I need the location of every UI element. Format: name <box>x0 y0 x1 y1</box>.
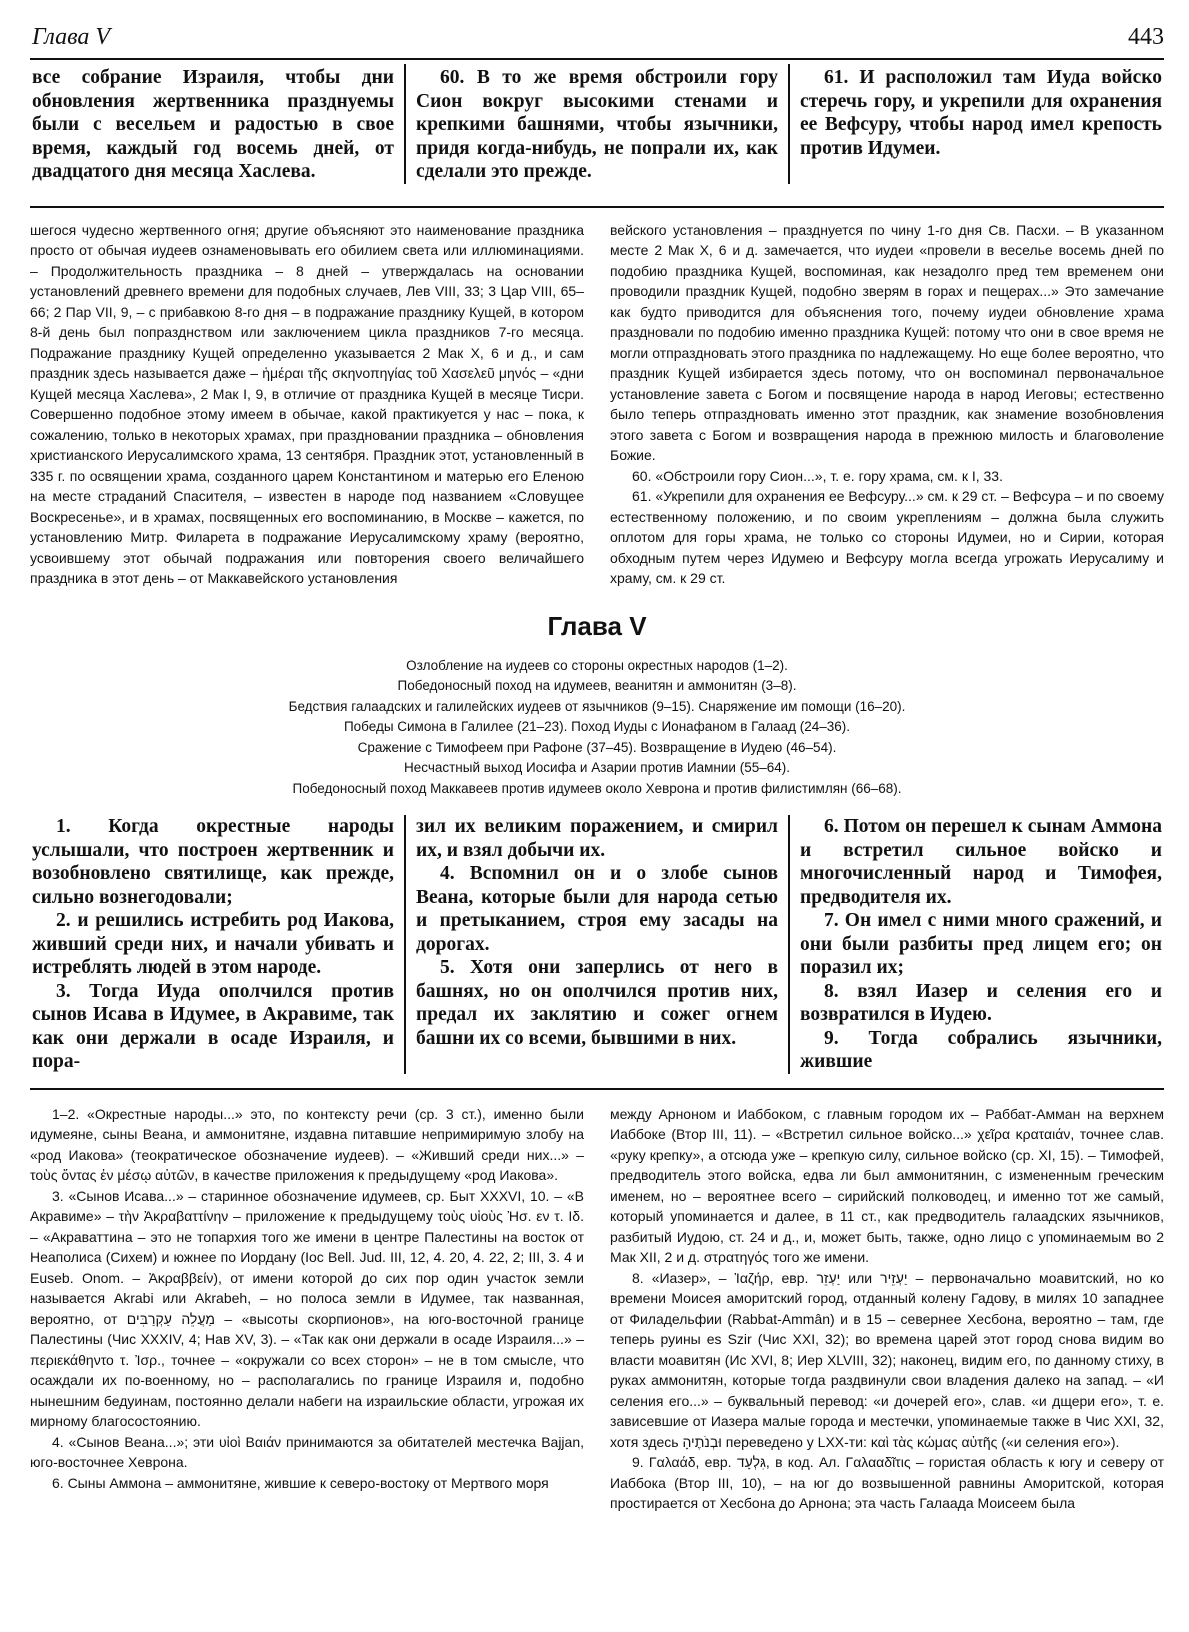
top-bible-text <box>30 64 1164 184</box>
commentary-paragraph: 4. «Сынов Веана...»; эти υἱοὶ Βαιάν принимаются за обитателей местечка Bajjan, юго-восточнее Хеврона. <box>30 1433 584 1470</box>
bible-column-3 <box>788 815 1164 1074</box>
commentary-paragraph: 60. «Обстроили гору Сион...», т. е. гору храма, см. к I, 33. <box>632 467 1003 484</box>
running-head-chapter: Глава V <box>32 24 111 50</box>
commentary-paragraph: 6. Сыны Аммона – аммонитяне, жившие к северо-востоку от Мертвого моря <box>52 1474 549 1491</box>
commentary-column-left <box>30 1104 584 1514</box>
summary-line: Победоносный поход Маккавеев против идумеев около Хеврона и против филистимлян (66–68). <box>292 780 902 796</box>
bible-column-1 <box>30 815 404 1074</box>
book-page <box>30 18 1164 1514</box>
verse-6: 6. Потом он перешел к сынам Аммона и встретил сильное войско и многочисленный народ и Тимофея, предводителя их. <box>800 816 1162 908</box>
summary-line: Несчастный выход Иосифа и Азарии против Иамнии (55–64). <box>403 760 791 775</box>
verse-3: 3. Тогда Иуда ополчился против сынов Исава в Идумее, в Акравиме, так как они держали в осаде Израиля, и пора- <box>32 980 394 1072</box>
commentary-paragraph: 1–2. «Окрестные народы...» это, по контексту речи (ср. 3 ст.), именно были идумеяне, сыны Веана, и аммонитяне, издавна питавшие непримиримую злобу на «род Иакова» (теократическое обозначение иудеев). – «Живший среди них...» – τοὺς ὄντας ἐν μέσῳ αὐτῶν, в качестве приложения к предыдущему «род Иакова». <box>30 1105 584 1183</box>
verse-7: 7. Он имел с ними много сражений, и они были разбиты пред лицем его; он поразил их; <box>800 910 1162 978</box>
summary-line: Победы Симона в Галилее (21–23). Поход Иуды с Ионафаном в Галаад (24–36). <box>343 719 851 734</box>
verse-1: 1. Когда окрестные народы услышали, что построен жертвенник и возобновлено святилище, как прежде, сильно вознегодовали; <box>32 816 394 908</box>
chapter-title: Глава V <box>547 610 647 641</box>
bottom-commentary <box>30 1104 1164 1514</box>
commentary-paragraph: 9. Γαλαάδ, евр. גִּלְעָד, в код. Ал. Γαλααδῖτις – гористая область к югу и северу от Иаббока (Втор III, 10), – на юг до возвышенной равнины Аморитской, которая простирается от Хесбона до Арнона; эта часть Галаада Моисеем была <box>610 1454 1164 1511</box>
summary-line: Победоносный поход на идумеев, веанитян и аммонитян (3–8). <box>397 678 797 693</box>
running-header <box>30 18 1164 60</box>
commentary-paragraph: шегося чудесно жертвенного огня; другие объясняют это наименование праздника просто от обычая иудеев ознаменовывать его обилием света или иллюминациями. – Продолжительность праздника – 8 дней – утверждалась на основании установлений древнего времени для подобных случаев, Лев VIII, 33; 3 Цар VIII, 65–66; 2 Пар VII, 9, – с прибавкою 8-го дня – в подражание празднику Кущей, в котором 8-й день был попразднством или заключением цикла праздников 7-го месяца. Подражание празднику Кущей определенно указывается 2 Мак X, 6 и д., и сам праздник здесь называется даже – ἡμέραι τῆς σκηνοπηγίας τοῦ Χασελεῦ μηνός – «дни Кущей месяца Хаслева», 2 Мак I, 9, в отличие от праздника Кущей в месяце Тисри. Совершенно подобное этому имеем в обычае, какой практикуется у нас – пока, к сожалению, только в некоторых храмах, при праздновании праздника – обновления христианского Иерусалимского храма, 13 сентября. Праздник этот, установленный в 335 г. по освящении храма, созданного царем Константином и матерью его Еленою на месте страданий Спасителя, – известен в народе под названием «Словущее Воскресенье», и в храмах, посвященных его воспоминанию, в Москве – кажется, по установлению Митр. Филарета в подражание Иерусалимскому храму (вероятно, усвоившему этот обычай подражания или повторения своего величайшего праздника в этот день – от Маккавейского установления <box>30 221 584 586</box>
verse-59-cont: все собрание Израиля, чтобы дни обновления жертвенника празднуемы были с весельем и радостью в свое время, каждый год восемь дней, от двадцатого дня месяца Хаслева. <box>32 67 394 182</box>
commentary-column-right <box>610 1104 1164 1514</box>
commentary-paragraph: между Арноном и Иаббоком, с главным городом их – Раббат-Амман на верхнем Иаббоке (Втор III, 11). – «Встретил сильное войско...» χεῖρα κραταιάν, точнее слав. «руку крепку», а отсюда уже – крепкую силу, сильное войско (ср. XI, 15). – Тимофей, предводитель этого войска, едва ли был аммонитянин, с измененным греческим именем, но – вероятнее всего – сирийский полководец, и именно тот же самый, который упоминается и далее, в 11 ст., как предводитель галаадских язычников, разбитый Иудою, ст. 24 и д., и, может быть, также, одно лицо с упоминаемым во 2 Мак XII, 2 и д. στρατηγός того же имени. <box>610 1105 1164 1265</box>
verse-60: 60. В то же время обстроили гору Сион вокруг высокими стенами и крепкими башнями, чтобы язычники, придя когда-нибудь, не попрали их, как сделали это прежде. <box>416 67 778 182</box>
chapter-bible-text <box>30 815 1164 1074</box>
chapter-summary <box>30 656 1164 800</box>
summary-line: Сражение с Тимофеем при Рафоне (37–45). Возвращение в Иудею (46–54). <box>357 739 837 755</box>
bible-column-3 <box>788 64 1164 184</box>
commentary-paragraph: 3. «Сынов Исава...» – старинное обозначение идумеев, ср. Быт XXXVI, 10. – «В Акравиме» – τὴν Ἀκραβαττίνην – приложение к предыдущему τοὺς υἱοὺς Ἠσ. εν τ. Ιδ. – «Акраваттина – это не топархия того же имени в центре Палестины на восток от Неаполиса (Сихем) и южнее по Иордану (Ioc Bell. Jud. III, 12, 4. 20, 4. 22, 2; III, 3. 4 и Euseb. Onom. – Ἀκραββείν), от имени которой до сих пор один участок земли называется Akrabi или Akrabeh, – но полоса земли в Идумее, так названная, вероятно, от מַעֲלֵה עַקְרַבִּים – «высоты скорпионов», на юго-восточной границе Палестины (Чис XXXIV, 4; Нав XV, 3). – «Так как они держали в осаде Израиля...» – περιεκάθηντο τ. Ἰσρ., точнее – «окружали со всех сторон» – не в том смысле, что осаждали их по-военному, но – располагались по границе Израиля и, подобно нынешним бедуинам, постоянно делали набеги на израильские области, угрожая их мирному благосостоянию. <box>30 1187 584 1429</box>
verse-8: 8. взял Иазер и селения его и возвратился в Иудею. <box>800 980 1162 1025</box>
verse-4: 4. Вспомнил он и о злобе сынов Веана, которые были для народа сетью и претыканием, строя ему засады на дорогах. <box>416 863 778 955</box>
page-number: 443 <box>1128 24 1164 50</box>
top-commentary <box>30 220 1164 589</box>
bible-column-1 <box>30 64 404 184</box>
verse-2: 2. и решились истребить род Иакова, живший среди них, и начали убивать и истреблять людей в этом народе. <box>32 910 394 978</box>
divider-rule <box>30 1088 1164 1090</box>
summary-line: Озлобление на иудеев со стороны окрестных народов (1–2). <box>406 657 788 673</box>
bible-column-2 <box>404 64 788 184</box>
summary-line: Бедствия галаадских и галилейских иудеев от язычников (9–15). Снаряжение им помощи (16–20). <box>288 698 906 714</box>
commentary-paragraph: 61. «Укрепили для охранения ее Вефсуру...» см. к 29 ст. – Вефсура – и по своему естественному положению, и по своим укреплениям – должна была служить оплотом для горы храма, не только со стороны Идумеи, но и Сирии, которая обходным путем через Идумею и Вефсуру могла всегда угрожать Иерусалиму и храму, см. к 29 ст. <box>610 488 1164 586</box>
bible-column-2 <box>404 815 788 1074</box>
commentary-paragraph: вейского установления – празднуется по чину 1-го дня Св. Пасхи. – В указанном месте 2 Мак X, 6 и д. замечается, что иудеи «провели в веселье восемь дней по подобию праздника Кущей, воспоминая, как незадолго пред тем временем они проводили праздник Кущей, подобно зверям в горах и пещерах...» Это замечание как будто приводится для объяснения того, почему иудеи обновление храма праздновали по подобию именно праздника Кущей: потому что они в свое время не могли отпраздновать этого праздника по надлежащему. Но еще более вероятно, что праздник Кущей избирается здесь потому, что он воспоминал первоначальное установление завета с Богом и посвящение народа в народ Иеговы; естественно было теперь отпраздновать именно этот праздник, как знамение возобновления этого завета с Богом и возвращения народа в прежнюю милость и благоволение Божие. <box>610 221 1164 463</box>
commentary-column-right <box>610 220 1164 589</box>
verse-5: 5. Хотя они заперлись от него в башнях, но он ополчился против них, предал их заклятию и сожег огнем башни их со всеми, бывшими в них. <box>416 957 778 1049</box>
divider-rule <box>30 206 1164 208</box>
verse-61: 61. И расположил там Иуда войско стеречь гору, и укрепили для охранения ее Вефсуру, чтобы народ имел крепость против Идумеи. <box>800 67 1162 159</box>
commentary-paragraph: 8. «Иазер», – Ἰαζήρ, евр. יַעְזֵר или יַעְזֵיר – первоначально моавитский, но ко времени Моисея аморитский город, отданный колену Гадову, в милях 10 западнее от Филадельфии (Rabbat-Ammân) и в 15 – севернее Хесбона, вероятно – там, где теперь руины es Szir (Чис XXI, 32); во времена царей этот город снова видим во власти моавитян (Ис XVI, 8; Иер XLVIII, 32); наконец, видим его, по данному стиху, в руках аммонитян, которые тогда раздвинули свои владения далеко на запад. – «И селения его...» – буквальный перевод: «и дочерей его», слав. «и дщери его», т. е. зависевшие от Иазера малые города и местечки, упоминаемые также в Чис XXI, 32, хотя здесь וּבְנֹתֶיהָ переведено у LXX-ти: καὶ τὰς κώμας αὐτῆς («и селения его»). <box>610 1269 1164 1450</box>
verse-9: 9. Тогда собрались язычники, жившие <box>800 1027 1162 1072</box>
verse-3-cont: зил их великим поражением, и смирил их, и взял добычи их. <box>416 816 778 861</box>
commentary-column-left <box>30 220 584 589</box>
